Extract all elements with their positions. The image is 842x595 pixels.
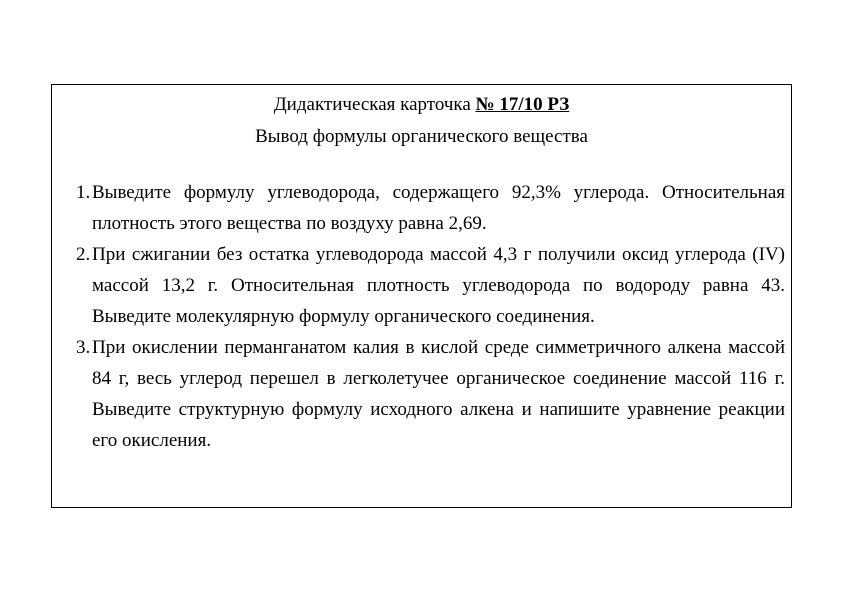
card-subtitle: Вывод формулы органического вещества — [255, 126, 588, 147]
card-title-prefix: Дидактическая карточка — [273, 94, 471, 115]
task-text: Выведите формулу углеводорода, содержащего 92,3% углерода. Относительная плотность этого вещества по воздуху равна 2,69. — [92, 182, 785, 234]
task-item-3 — [76, 332, 785, 456]
card-title — [52, 91, 791, 119]
task-text: При окислении перманганатом калия в кислой среде симметричного алкена массой 84 г, весь углерод перешел в легколетучее органическое соединение массой 116 г. Выведите структурную формулу исходного алкена и напишите уравнение реакции его окисления. — [92, 337, 785, 451]
task-item-1 — [76, 177, 785, 239]
task-number: 2. — [76, 244, 91, 265]
task-number: 1. — [76, 182, 91, 203]
task-number: 3. — [76, 337, 91, 358]
task-text: При сжигании без остатка углеводорода массой 4,3 г получили оксид углерода (IV) массой 13,2 г. Относительная плотность углеводорода по водороду равна 43. Выведите молекулярную формулу органического соединения. — [92, 244, 785, 327]
card-number: № 17/10 РЗ — [475, 94, 570, 115]
task-item-2 — [76, 239, 785, 332]
didactic-card — [51, 84, 792, 508]
task-list — [76, 177, 785, 456]
card-header — [52, 91, 791, 151]
